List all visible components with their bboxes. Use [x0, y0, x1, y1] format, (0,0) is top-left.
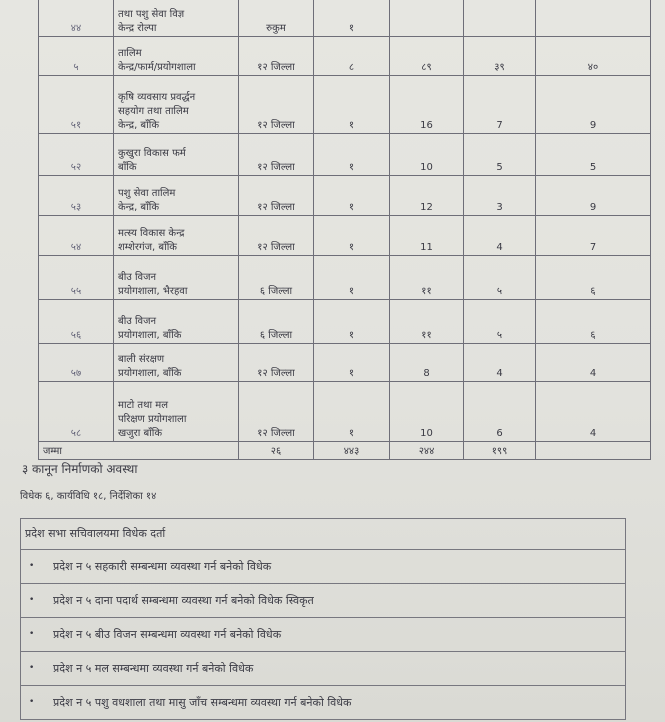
- bill-item-text: प्रदेश न ५ पशु वधशाला तथा मासु जाँच सम्बन्धमा व्यवस्था गर्न बनेको विधेक: [53, 696, 352, 709]
- bill-item-text: प्रदेश न ५ मल सम्बन्धमा व्यवस्था गर्न बनेको विधेक: [53, 662, 254, 675]
- facility-name: [114, 382, 239, 442]
- region-cell: १२ जिल्ला: [239, 176, 314, 216]
- value-cell: [390, 0, 464, 37]
- region-cell: रुकुम: [239, 0, 314, 37]
- value-cell: 7: [464, 76, 536, 134]
- value-cell: 12: [390, 176, 464, 216]
- section-heading: ३ कानून निर्माणको अवस्था: [22, 462, 138, 476]
- value-cell: १: [314, 256, 390, 300]
- table-row: [39, 382, 651, 442]
- total-value: १९९: [464, 442, 536, 460]
- value-cell: [536, 0, 651, 37]
- bullet-icon: •: [29, 561, 35, 571]
- value-cell: 11: [390, 216, 464, 256]
- table-row: [39, 134, 651, 176]
- table-row: [39, 256, 651, 300]
- facility-table: [38, 0, 651, 460]
- facility-name: [114, 256, 239, 300]
- bill-list: [20, 518, 626, 720]
- facility-name: [114, 0, 239, 37]
- region-cell: ६ जिल्ला: [239, 300, 314, 344]
- total-label: जम्मा: [39, 442, 239, 460]
- value-cell: 4: [464, 216, 536, 256]
- bill-item: [21, 584, 625, 618]
- facility-name-line: शम्शेरगंज, बाँकि: [118, 242, 177, 253]
- row-serial: ५२: [39, 134, 114, 176]
- facility-name-line: केन्द्र/फार्म/प्रयोगशाला: [118, 62, 196, 73]
- facility-name-line: बीउ विजन: [118, 272, 157, 283]
- bill-item-text: प्रदेश न ५ दाना पदार्थ सम्बन्धमा व्यवस्था गर्न बनेको विधेक स्विकृत: [53, 594, 314, 607]
- bill-item: [21, 550, 625, 584]
- value-cell: 7: [536, 216, 651, 256]
- value-cell: ८९: [390, 37, 464, 76]
- section-summary: विधेक ६, कार्यविधि १८, निर्देशिका १४: [20, 491, 157, 502]
- value-cell: 5: [464, 134, 536, 176]
- facility-name: [114, 134, 239, 176]
- value-cell: १: [314, 176, 390, 216]
- row-serial: ५६: [39, 300, 114, 344]
- value-cell: १: [314, 76, 390, 134]
- facility-name: [114, 216, 239, 256]
- row-serial: ५८: [39, 382, 114, 442]
- facility-name: [114, 76, 239, 134]
- total-value: २६: [239, 442, 314, 460]
- value-cell: 10: [390, 134, 464, 176]
- facility-name: [114, 176, 239, 216]
- value-cell: ५: [464, 300, 536, 344]
- row-serial: ५५: [39, 256, 114, 300]
- facility-name: [114, 300, 239, 344]
- value-cell: १: [314, 344, 390, 382]
- bullet-icon: •: [29, 663, 35, 673]
- value-cell: 16: [390, 76, 464, 134]
- total-row: [39, 442, 651, 460]
- value-cell: ३९: [464, 37, 536, 76]
- row-serial: ५३: [39, 176, 114, 216]
- value-cell: ११: [390, 256, 464, 300]
- row-serial: ५: [39, 37, 114, 76]
- value-cell: 6: [464, 382, 536, 442]
- region-cell: १२ जिल्ला: [239, 134, 314, 176]
- row-serial: ५१: [39, 76, 114, 134]
- row-serial: ४४: [39, 0, 114, 37]
- facility-name-line: कुखुरा विकास फर्म: [118, 148, 186, 159]
- value-cell: 3: [464, 176, 536, 216]
- value-cell: 9: [536, 176, 651, 216]
- table-row: [39, 176, 651, 216]
- value-cell: १: [314, 0, 390, 37]
- region-cell: १२ जिल्ला: [239, 382, 314, 442]
- row-serial: ५७: [39, 344, 114, 382]
- region-cell: १२ जिल्ला: [239, 344, 314, 382]
- value-cell: 4: [536, 344, 651, 382]
- value-cell: ४०: [536, 37, 651, 76]
- region-cell: ६ जिल्ला: [239, 256, 314, 300]
- value-cell: १: [314, 134, 390, 176]
- value-cell: ६: [536, 256, 651, 300]
- bill-list-header: प्रदेश सभा सचिवालयमा विधेक दर्ता: [21, 519, 625, 550]
- facility-name-line: खजुरा बाँकि: [118, 428, 163, 439]
- facility-name-line: केन्द्र रोल्पा: [118, 23, 157, 34]
- facility-name-line: बीउ विजन: [118, 316, 157, 327]
- bill-item: [21, 652, 625, 686]
- table-row: [39, 216, 651, 256]
- value-cell: 4: [464, 344, 536, 382]
- value-cell: १: [314, 300, 390, 344]
- facility-name: [114, 37, 239, 76]
- bill-item: [21, 686, 625, 720]
- total-value: २४४: [390, 442, 464, 460]
- bill-item-text: प्रदेश न ५ सहकारी सम्बन्धमा व्यवस्था गर्न बनेको विधेक: [53, 560, 272, 573]
- value-cell: [464, 0, 536, 37]
- bullet-icon: •: [29, 697, 35, 707]
- facility-name-line: प्रयोगशाला, बाँकि: [118, 368, 182, 379]
- facility-name-line: परिक्षण प्रयोगशाला: [118, 414, 187, 425]
- value-cell: १: [314, 216, 390, 256]
- facility-name-line: कृषि व्यवसाय प्रवर्द्धन: [118, 92, 196, 103]
- facility-name-line: बाली संरक्षण: [118, 354, 165, 365]
- value-cell: ८: [314, 37, 390, 76]
- value-cell: १: [314, 382, 390, 442]
- value-cell: 10: [390, 382, 464, 442]
- facility-name-line: तालिम: [118, 48, 142, 59]
- total-value: [536, 442, 651, 460]
- bullet-icon: •: [29, 629, 35, 639]
- value-cell: 9: [536, 76, 651, 134]
- row-serial: ५४: [39, 216, 114, 256]
- facility-name-line: प्रयोगशाला, बाँकि: [118, 330, 182, 341]
- value-cell: 8: [390, 344, 464, 382]
- region-cell: १२ जिल्ला: [239, 37, 314, 76]
- region-cell: १२ जिल्ला: [239, 216, 314, 256]
- value-cell: ११: [390, 300, 464, 344]
- table-row: [39, 76, 651, 134]
- facility-name-line: प्रयोगशाला, भैरहवा: [118, 286, 188, 297]
- table-row: [39, 0, 651, 37]
- bill-item-text: प्रदेश न ५ बीउ विजन सम्बन्धमा व्यवस्था गर्न बनेको विधेक: [53, 628, 282, 641]
- total-value: ४४३: [314, 442, 390, 460]
- bullet-icon: •: [29, 595, 35, 605]
- table-row: [39, 344, 651, 382]
- facility-name-line: माटो तथा मल: [118, 400, 168, 411]
- facility-name-line: केन्द्र, बाँकि: [118, 120, 160, 131]
- facility-name-line: बाँकि: [118, 162, 137, 173]
- value-cell: 5: [536, 134, 651, 176]
- facility-name-line: पशु सेवा तालिम: [118, 188, 176, 199]
- facility-name-line: तथा पशु सेवा विज्ञ: [118, 9, 185, 20]
- facility-name-line: मत्स्य विकास केन्द्र: [118, 228, 185, 239]
- value-cell: 4: [536, 382, 651, 442]
- value-cell: ६: [536, 300, 651, 344]
- table-row: [39, 300, 651, 344]
- facility-name: [114, 344, 239, 382]
- facility-name-line: सहयोग तथा तालिम: [118, 106, 189, 117]
- region-cell: १२ जिल्ला: [239, 76, 314, 134]
- table-row: [39, 37, 651, 76]
- value-cell: ५: [464, 256, 536, 300]
- bill-item: [21, 618, 625, 652]
- facility-name-line: केन्द्र, बाँकि: [118, 202, 160, 213]
